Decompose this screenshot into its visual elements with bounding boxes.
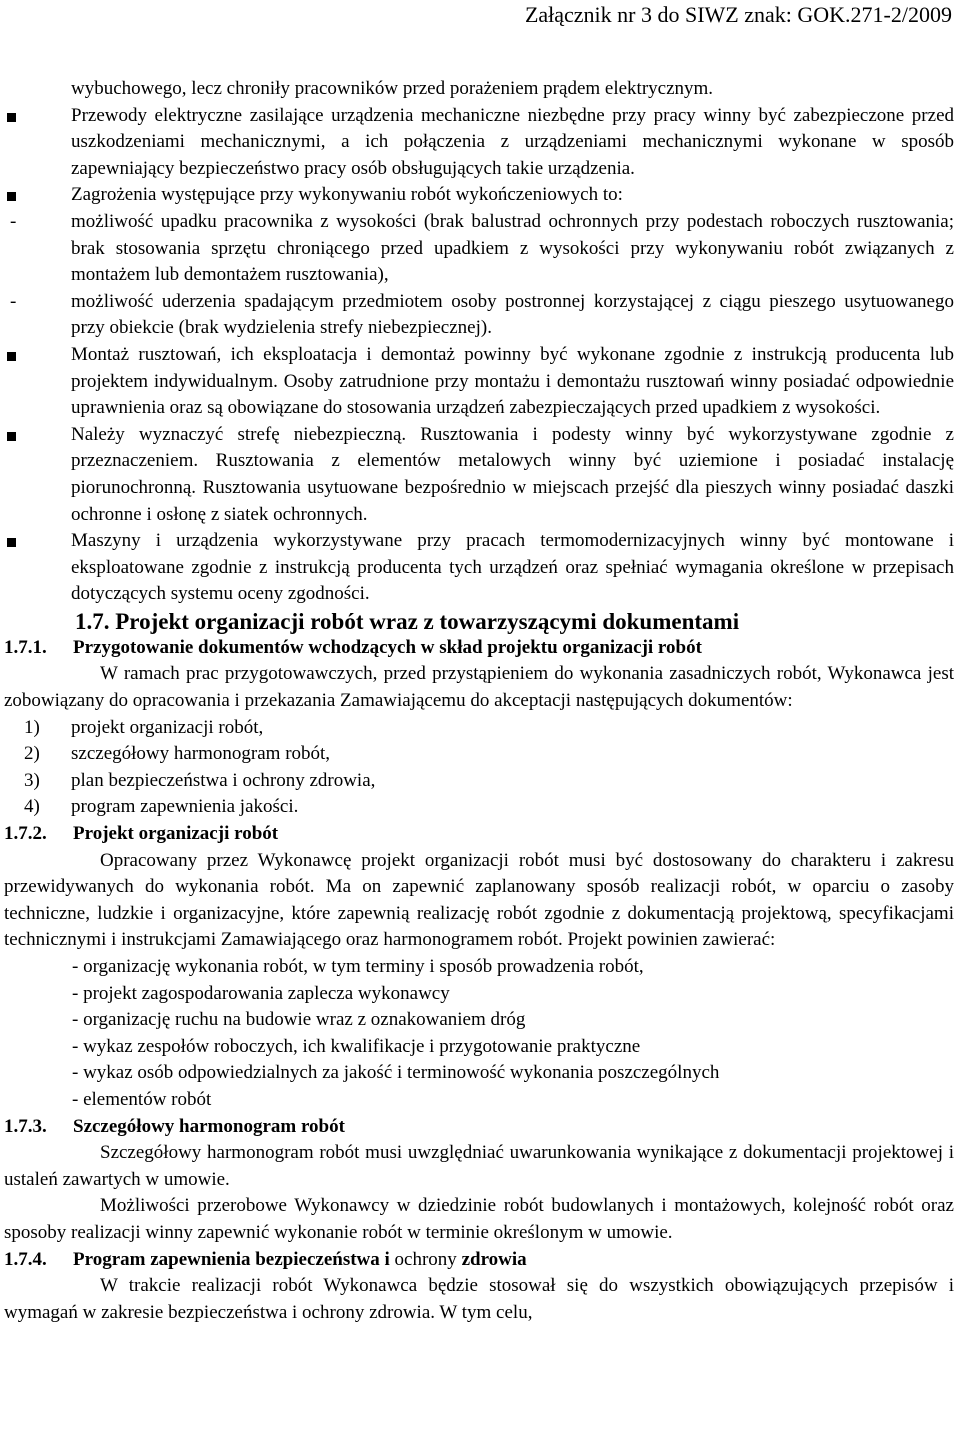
page-header: Załącznik nr 3 do SIWZ znak: GOK.271-2/2009 [524,2,952,27]
numbered-item [4,741,954,768]
bullet-text: Przewody elektryczne zasilające urządzenia mechaniczne niezbędne przy pracy winny być zabezpieczone przed uszkodzeniami mechanicznymi, a ich połączenia z urządzeniami mechanicznymi wykonane w sposób zapewniający bezpieczeństwo pracy osób obsługujących takie urządzenia. [71,104,954,179]
square-bullet-icon [7,432,16,441]
numbered-item [4,794,954,821]
item-number: 1) [24,716,40,738]
subsection-title-bold: zdrowia [461,1248,527,1270]
item-number: 4) [24,796,40,818]
continuation-text: wybuchowego, lecz chroniły pracowników przed porażeniem prądem elektrycznym. [71,78,714,99]
bullet-item [4,182,954,209]
bullet-item [4,528,954,608]
item-number: 2) [24,743,40,765]
square-bullet-icon [7,538,16,547]
item-text: program zapewnienia jakości. [71,796,299,818]
subsection-heading [4,821,954,848]
paragraph: Możliwości przerobowe Wykonawcy w dziedzinie robót budowlanych i montażowych, kolejność robót oraz sposoby realizacji winny zapewnić wykonanie robót w terminie określonym w umowie. [4,1195,954,1243]
subsection-number: 1.7.2. [4,823,47,845]
list-item: - wykaz osób odpowiedzialnych za jakość i terminowość wykonania poszczególnych [72,1062,720,1084]
bullet-text: Zagrożenia występujące przy wykonywaniu robót wykończeniowych to: [71,184,623,206]
document-body [4,76,954,1326]
paragraph: Opracowany przez Wykonawcę projekt organizacji robót musi być dostosowany do charakteru i zakresu przewidywanych do wykonania robót. Ma on zapewnić zaplanowany sposób realizacji robót, w oparciu o zasoby techniczne, ludzkie i organizacyjne, które zapewnią realizację robót zgodnie z dokumentacją projektową, specyfikacjami technicznymi i instrukcjami Zamawiającego oraz harmonogramem robót. Projekt powinien zawierać: [4,849,954,951]
bullet-text: Maszyny i urządzenia wykorzystywane przy pracach termomodernizacyjnych winny być montowane i eksploatowane zgodnie z instrukcją producenta tych urządzeń oraz spełniać wymagania określone w przepisach dotyczących systemu oceny zgodności. [71,530,954,605]
section-title: Projekt organizacji robót wraz z towarzyszącymi dokumentami [115,608,740,634]
bullet-text: Należy wyznaczyć strefę niebezpieczną. Rusztowania i podesty winny być wykorzystywane zgodnie z przeznaczeniem. Rusztowania z elementów metalowych winny być uziemione i posiadać instalację piorunochronną. Rusztowania usytuowane bezpośrednio w miejscach przejść dla pieszych winny posiadać daszki ochronne i osłonę z siatek ochronnych. [71,423,954,525]
paragraph: Szczegółowy harmonogram robót musi uwzględniać uwarunkowania wynikające z dokumentacji projektowej i ustaleń zawartych w umowie. [4,1142,954,1190]
dash-item [4,289,954,342]
subsection-number: 1.7.1. [4,636,47,658]
square-bullet-icon [7,113,16,122]
numbered-item [4,715,954,742]
subsection-title: Przygotowanie dokumentów wchodzących w skład projektu organizacji robót [73,636,702,658]
square-bullet-icon [7,352,16,361]
paragraph: W ramach prac przygotowawczych, przed przystąpieniem do wykonania zasadniczych robót, Wykonawca jest zobowiązany do opracowania i przekazania Zamawiającemu do akceptacji następujących dokumentów: [4,663,954,712]
item-text: projekt organizacji robót, [71,716,264,738]
dash-marker: - [10,210,17,232]
subsection-title: Projekt organizacji robót [73,823,279,845]
square-bullet-icon [7,192,16,201]
subsection-title: Szczegółowy harmonogram robót [73,1115,345,1137]
list-item: - organizację ruchu na budowie wraz z oznakowaniem dróg [72,1009,526,1031]
subsection-heading [4,635,954,662]
subsection-title-bold: Program zapewnienia bezpieczeństwa i [73,1248,395,1270]
subsection-number: 1.7.3. [4,1115,47,1137]
list-item: - projekt zagospodarowania zaplecza wykonawcy [72,982,450,1004]
bullet-item [4,103,954,183]
dash-marker: - [10,290,17,312]
section-number: 1.7. [75,608,110,634]
list-item: - organizację wykonania robót, w tym terminy i sposób prowadzenia robót, [72,956,644,977]
subsection-heading [4,1247,954,1274]
list-item: - elementów robót [72,1088,212,1110]
subsection-heading [4,1114,954,1141]
item-text: plan bezpieczeństwa i ochrony zdrowia, [71,769,376,791]
bullet-item [4,342,954,422]
item-text: szczegółowy harmonogram robót, [71,743,331,765]
item-number: 3) [24,769,40,791]
subsection-number: 1.7.4. [4,1248,47,1270]
list-item: - wykaz zespołów roboczych, ich kwalifikacje i przygotowanie praktyczne [72,1035,641,1057]
bullet-text: Montaż rusztowań, ich eksploatacja i demontaż powinny być wykonane zgodnie z instrukcją producenta lub projektem indywidualnym. Osoby zatrudnione przy montażu i demontażu rusztowań winny posiadać odpowiednie uprawnienia oraz są obowiązane do stosowania urządzeń zabezpieczających przed upadkiem z wysokości. [71,343,954,419]
dash-item [4,209,954,289]
subsection-title-normal: ochrony [394,1248,462,1270]
bullet-item [4,422,954,528]
dash-text: możliwość uderzenia spadającym przedmiotem osoby postronnej korzystającej z ciągu pieszego usytuowanego przy obiekcie (brak wydzielenia strefy niebezpiecznej). [71,290,954,339]
section-heading [4,608,954,635]
numbered-item [4,768,954,795]
paragraph: W trakcie realizacji robót Wykonawca będzie stosował się do wszystkich obowiązujących przepisów i wymagań w zakresie bezpieczeństwa i ochrony zdrowia. W tym celu, [4,1275,954,1323]
dash-text: możliwość upadku pracownika z wysokości (brak balustrad ochronnych przy podestach roboczych rusztowania; brak stosowania sprzętu chroniącego przed upadkiem z wysokości przy wykonywaniu robót związanych z montażem lub demontażem rusztowania), [71,210,954,286]
